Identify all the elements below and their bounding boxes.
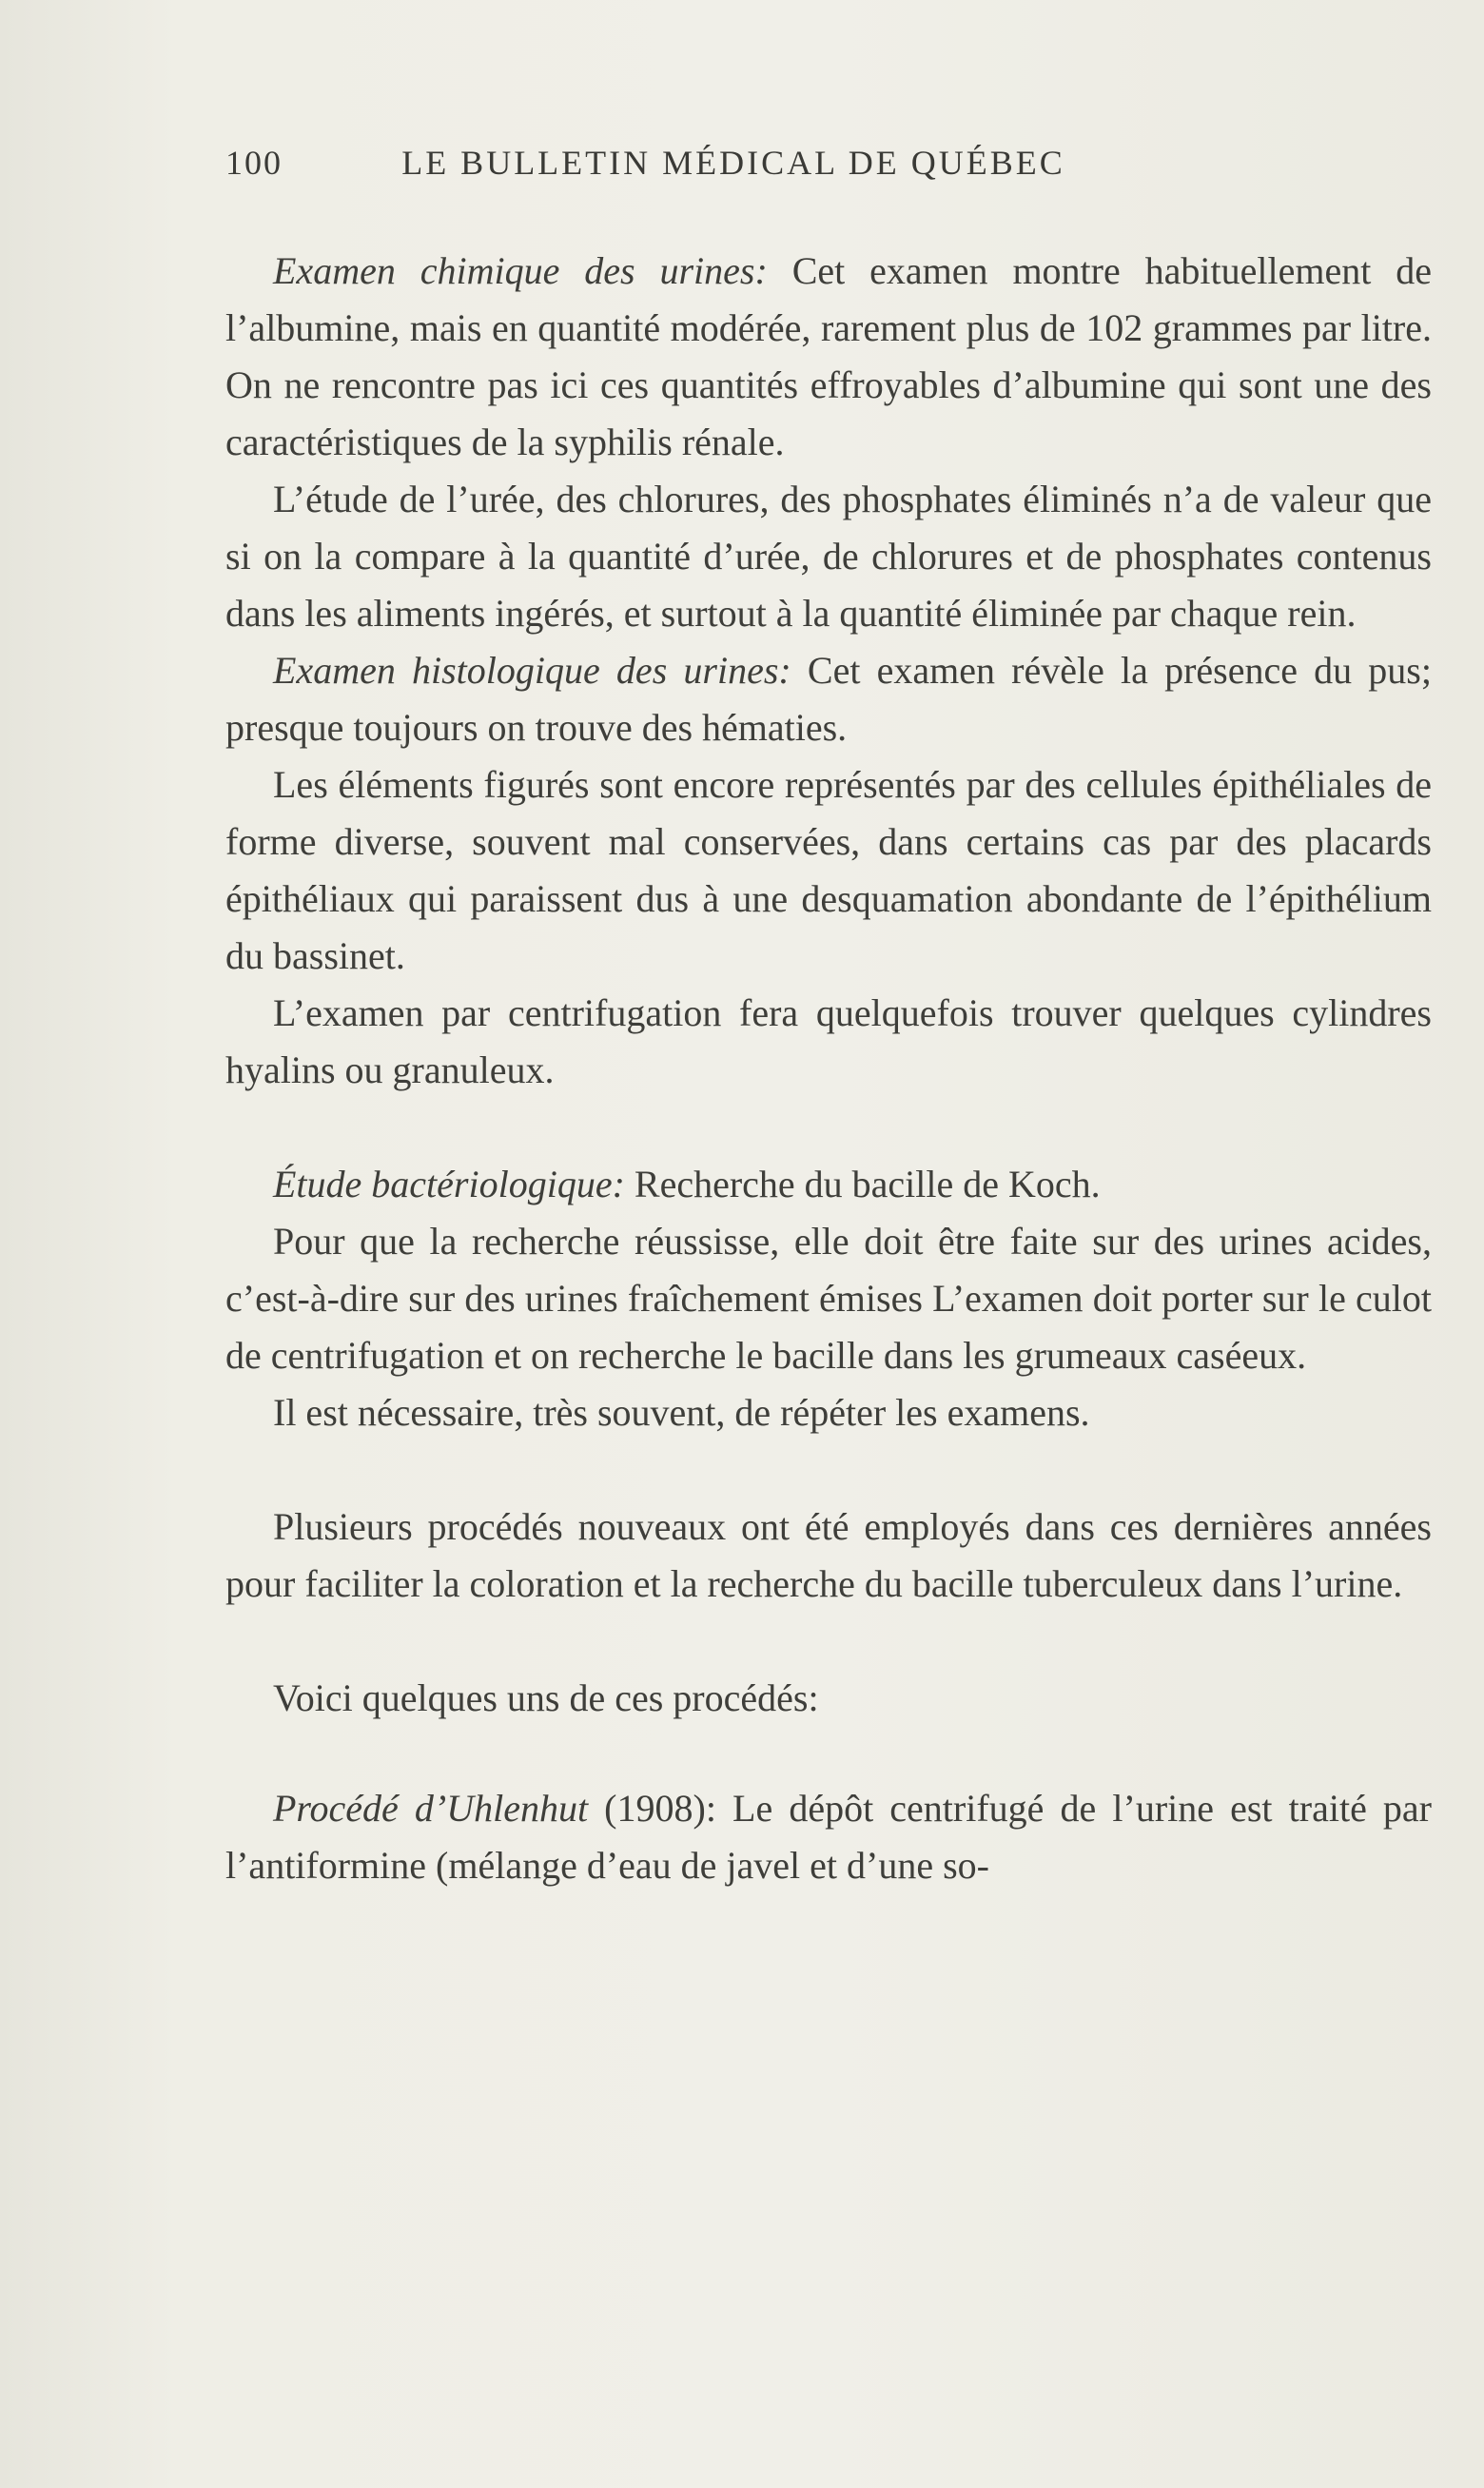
paragraph-recherche: Pour que la recherche réussisse, elle doit être faite sur des urines acides, c’est-à-dire sur des urines fraîchement émises L’examen doit porter sur le culot de centrifugation et on recherche le bacille dans les grumeaux caséeux. — [225, 1220, 1432, 1377]
spacer — [225, 1613, 1432, 1670]
paragraph-voici: Voici quelques uns de ces procédés: — [273, 1676, 819, 1719]
paragraph-uhlenhut: Procédé d’Uhlenhut (1908): Le dépôt centrifugé de l’urine est traité par l’antiformine (mélange d’eau de javel et d’une so- — [225, 1787, 1432, 1887]
paragraph-examen-chimique: Examen chimique des urines: Cet examen montre habituellement de l’albumine, mais en quantité modérée, rarement plus de 102 grammes par litre. On ne rencontre pas ici ces quantités effroyables d’albumine qui sont une des caractéristiques de la syphilis rénale. — [225, 249, 1433, 463]
paragraph-uree: L’étude de l’urée, des chlorures, des phosphates éliminés n’a de valeur que si on la compare à la quantité d’urée, de chlorures et de phosphates contenus dans les aliments ingérés, et surtout à la quantité éliminée par chaque rein. — [225, 478, 1432, 635]
paragraph-procedes-nouveaux: Plusieurs procédés nouveaux ont été employés dans ces dernières années pour faciliter la coloration et la recherche du bacille tuberculeux dans l’urine. — [225, 1505, 1432, 1605]
spacer — [225, 1099, 1432, 1156]
spacer — [225, 1727, 1432, 1780]
paragraph-elements-figures: Les éléments figurés sont encore représentés par des cellules épithéliales de forme diverse, souvent mal conservées, dans certains cas par des placards épithéliaux qui paraissent dus à une desquamation abondante de l’épithélium du bassinet. — [225, 763, 1432, 977]
page-header — [225, 143, 1241, 190]
paragraph-centrifugation: L’examen par centrifugation fera quelquefois trouver quelques cylindres hyalins ou granuleux. — [225, 991, 1432, 1091]
section-lead: Étude bactériologique: — [273, 1163, 625, 1205]
body-text — [225, 243, 1432, 1894]
section-lead: Examen histologique des urines: — [273, 649, 791, 692]
running-title: LE BULLETIN MÉDICAL DE QUÉBEC — [401, 144, 1065, 182]
paragraph-etude-bacteriologique: Étude bactériologique: Recherche du bacille de Koch. — [273, 1163, 1101, 1205]
section-lead: Examen chimique des urines: — [273, 249, 768, 292]
page-number: 100 — [225, 144, 283, 182]
spacer — [225, 1441, 1432, 1499]
paragraph-examen-histologique: Examen histologique des urines: Cet examen révèle la présence du pus; presque toujours on trouve des hématies. — [225, 649, 1432, 749]
section-lead: Procédé d’Uhlenhut — [273, 1787, 589, 1830]
paragraph-repeter: Il est nécessaire, très souvent, de répéter les examens. — [273, 1391, 1090, 1434]
